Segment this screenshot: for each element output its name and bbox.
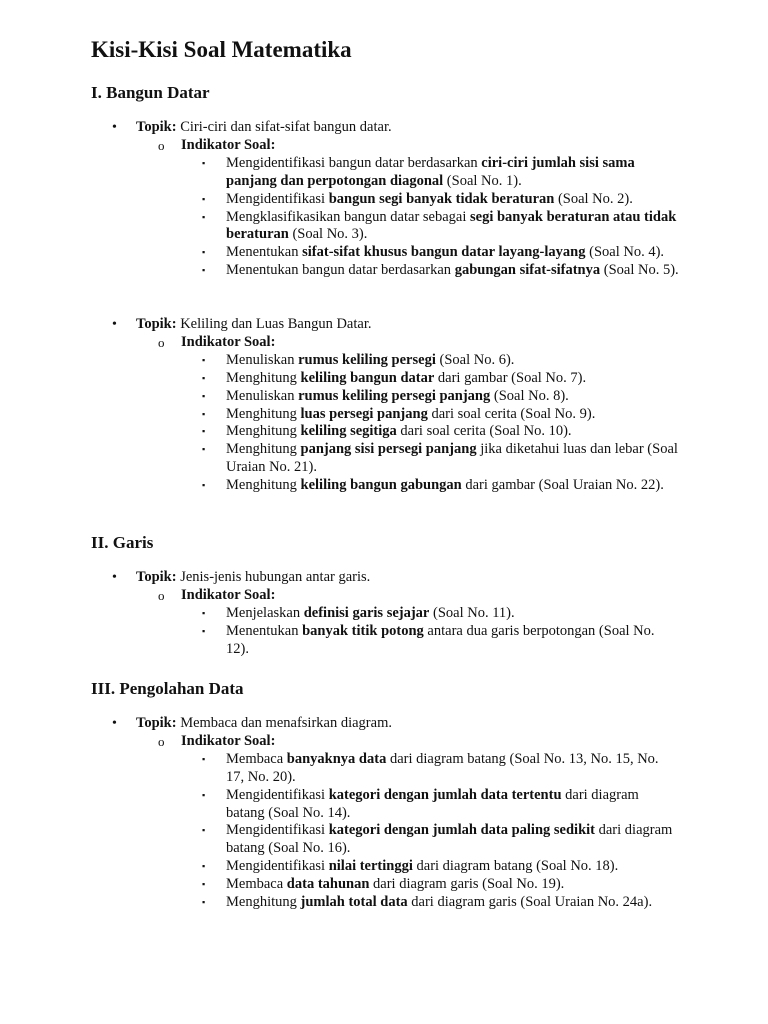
item-text: (Soal No. 4).	[585, 244, 665, 261]
item-text: Menuliskan	[226, 351, 299, 368]
item-bold-text: bangun segi banyak tidak beraturan	[328, 190, 555, 207]
item-text: dari gambar (Soal Uraian No. 22).	[461, 477, 664, 494]
bullet-square: ▪	[202, 480, 206, 491]
item-text: dari gambar (Soal No. 7).	[434, 369, 587, 386]
topic-text: Membaca dan menafsirkan diagram.	[180, 715, 392, 731]
item-text: antara dua garis berpotongan (Soal No. 12).	[226, 622, 655, 657]
bullet-square: ▪	[202, 372, 206, 383]
item-text: (Soal No. 3).	[288, 226, 368, 243]
item-bold-text: banyak titik potong	[302, 622, 424, 639]
indicator-label: Indikator Soal:	[181, 732, 276, 749]
indicator-label: Indikator Soal:	[181, 586, 276, 603]
topic-label: Topik:	[136, 316, 177, 332]
item-text: dari diagram batang (Soal No. 16).	[226, 822, 673, 857]
topic-block	[0, 715, 768, 912]
item-text: Menuliskan	[226, 387, 299, 404]
indicator-item	[0, 876, 768, 894]
item-text: Mengidentifikasi	[226, 822, 329, 839]
indicator-item	[0, 388, 768, 406]
item-text: Mengidentifikasi bangun datar berdasarkan	[226, 154, 482, 171]
item-text: (Soal No. 1).	[443, 172, 522, 189]
item-text: Menghitung	[226, 894, 301, 911]
topic-block	[0, 316, 768, 495]
item-bold-text: luas persegi panjang	[300, 405, 428, 422]
bullet-square: ▪	[202, 444, 206, 455]
indicator-line	[0, 587, 768, 605]
item-text: Membaca	[226, 750, 287, 767]
item-text: Menjelaskan	[226, 604, 304, 621]
item-bold-text: nilai tertinggi	[328, 858, 413, 875]
bullet-square: ▪	[202, 825, 206, 836]
item-bold-text: rumus keliling persegi	[298, 351, 436, 368]
topic-line	[0, 119, 768, 137]
item-bold-text: definisi garis sejajar	[303, 604, 430, 621]
section-heading: I. Bangun Datar	[91, 83, 210, 102]
indicator-label: Indikator Soal:	[181, 136, 276, 153]
indicator-item	[0, 822, 768, 858]
item-bold-text: panjang sisi persegi panjang	[300, 441, 477, 458]
topic-line	[0, 569, 768, 587]
indicator-item	[0, 605, 768, 623]
indicator-label: Indikator Soal:	[181, 333, 276, 350]
topic-text: Jenis-jenis hubungan antar garis.	[180, 569, 371, 585]
bullet-square: ▪	[202, 861, 206, 872]
item-text: dari diagram batang (Soal No. 14).	[226, 786, 639, 821]
indicator-item	[0, 352, 768, 370]
bullet-square: ▪	[202, 354, 206, 365]
bullet-dot: •	[112, 570, 117, 585]
item-text: Menghitung	[226, 441, 301, 458]
item-text: Mengidentifikasi	[226, 190, 329, 207]
item-text: (Soal No. 11).	[429, 604, 515, 621]
item-text: jika diketahui luas dan lebar (Soal Uraian No. 21).	[226, 441, 678, 476]
indicator-item	[0, 244, 768, 262]
bullet-square: ▪	[202, 265, 206, 276]
indicator-item	[0, 155, 768, 191]
indicator-item	[0, 370, 768, 388]
item-text: dari diagram garis (Soal Uraian No. 24a).	[407, 894, 653, 911]
item-text: (Soal No. 6).	[435, 351, 515, 368]
bullet-square: ▪	[202, 247, 206, 258]
item-text: dari diagram batang (Soal No. 18).	[412, 858, 619, 875]
item-text: Mengidentifikasi	[226, 786, 329, 803]
indicator-item	[0, 787, 768, 823]
indicator-item	[0, 858, 768, 876]
item-text: Menghitung	[226, 477, 301, 494]
bullet-dot: •	[112, 716, 117, 731]
topic-block	[0, 569, 768, 659]
indicator-line	[0, 137, 768, 155]
item-bold-text: rumus keliling persegi panjang	[298, 387, 491, 404]
indicator-item	[0, 751, 768, 787]
indicator-item	[0, 441, 768, 477]
topic-label: Topik:	[136, 569, 177, 585]
bullet-dot: •	[112, 120, 117, 135]
topic-text: Keliling dan Luas Bangun Datar.	[180, 316, 372, 332]
item-bold-text: segi banyak beraturan atau tidak beraturan	[226, 208, 677, 243]
item-text: Menentukan	[226, 622, 303, 639]
topic-block	[0, 119, 768, 280]
indicator-item	[0, 262, 768, 280]
bullet-square: ▪	[202, 408, 206, 419]
item-text: dari diagram garis (Soal No. 19).	[369, 876, 565, 893]
bullet-circle: o	[158, 587, 165, 603]
section-heading: II. Garis	[91, 533, 154, 552]
item-bold-text: kategori dengan jumlah data paling sedikit	[328, 822, 595, 839]
indicator-item	[0, 477, 768, 495]
section-heading: III. Pengolahan Data	[91, 679, 244, 698]
item-text: Menghitung	[226, 369, 301, 386]
item-text: Menentukan	[226, 244, 303, 261]
bullet-square: ▪	[202, 390, 206, 401]
indicator-item	[0, 623, 768, 659]
item-bold-text: data tahunan	[286, 876, 370, 893]
bullet-square: ▪	[202, 157, 206, 168]
item-text: dari soal cerita (Soal No. 9).	[427, 405, 596, 422]
item-text: Mengklasifikasikan bangun datar sebagai	[226, 208, 471, 225]
bullet-square: ▪	[202, 426, 206, 437]
item-text: Menghitung	[226, 423, 301, 440]
indicator-line	[0, 334, 768, 352]
item-text: Membaca	[226, 876, 287, 893]
item-text: (Soal No. 5).	[600, 262, 679, 279]
item-bold-text: keliling bangun gabungan	[300, 477, 462, 494]
bullet-square: ▪	[202, 897, 206, 908]
bullet-square: ▪	[202, 211, 206, 222]
bullet-circle: o	[158, 334, 165, 350]
item-text: dari diagram batang (Soal No. 13, No. 15, No. 17, No. 20).	[226, 750, 659, 785]
indicator-item	[0, 209, 768, 245]
bullet-circle: o	[158, 137, 165, 153]
item-text: Menentukan bangun datar berdasarkan	[226, 262, 455, 279]
topic-text: Ciri-ciri dan sifat-sifat bangun datar.	[180, 119, 392, 135]
item-bold-text: keliling bangun datar	[300, 369, 435, 386]
item-bold-text: banyaknya data	[286, 750, 387, 767]
indicator-item	[0, 894, 768, 912]
item-bold-text: sifat-sifat khusus bangun datar layang-layang	[302, 244, 586, 261]
item-text: (Soal No. 2).	[554, 190, 633, 207]
item-bold-text: gabungan sifat-sifatnya	[454, 262, 601, 279]
item-text: dari soal cerita (Soal No. 10).	[396, 423, 572, 440]
indicator-line	[0, 733, 768, 751]
item-text: Menghitung	[226, 405, 301, 422]
item-text: (Soal No. 8).	[490, 387, 569, 404]
bullet-square: ▪	[202, 625, 206, 636]
bullet-square: ▪	[202, 789, 206, 800]
topic-label: Topik:	[136, 715, 177, 731]
item-bold-text: ciri-ciri jumlah sisi sama panjang dan perpotongan diagonal	[226, 154, 635, 189]
bullet-circle: o	[158, 733, 165, 749]
indicator-item	[0, 423, 768, 441]
topic-line	[0, 316, 768, 334]
bullet-square: ▪	[202, 879, 206, 890]
indicator-item	[0, 191, 768, 209]
item-bold-text: jumlah total data	[300, 894, 408, 911]
item-bold-text: keliling segitiga	[300, 423, 397, 440]
item-text: Mengidentifikasi	[226, 858, 329, 875]
bullet-square: ▪	[202, 607, 206, 618]
item-bold-text: kategori dengan jumlah data tertentu	[328, 786, 562, 803]
indicator-item	[0, 406, 768, 424]
topic-label: Topik:	[136, 119, 177, 135]
bullet-square: ▪	[202, 753, 206, 764]
document-title: Kisi-Kisi Soal Matematika	[91, 37, 352, 62]
bullet-square: ▪	[202, 193, 206, 204]
topic-line	[0, 715, 768, 733]
bullet-dot: •	[112, 317, 117, 332]
